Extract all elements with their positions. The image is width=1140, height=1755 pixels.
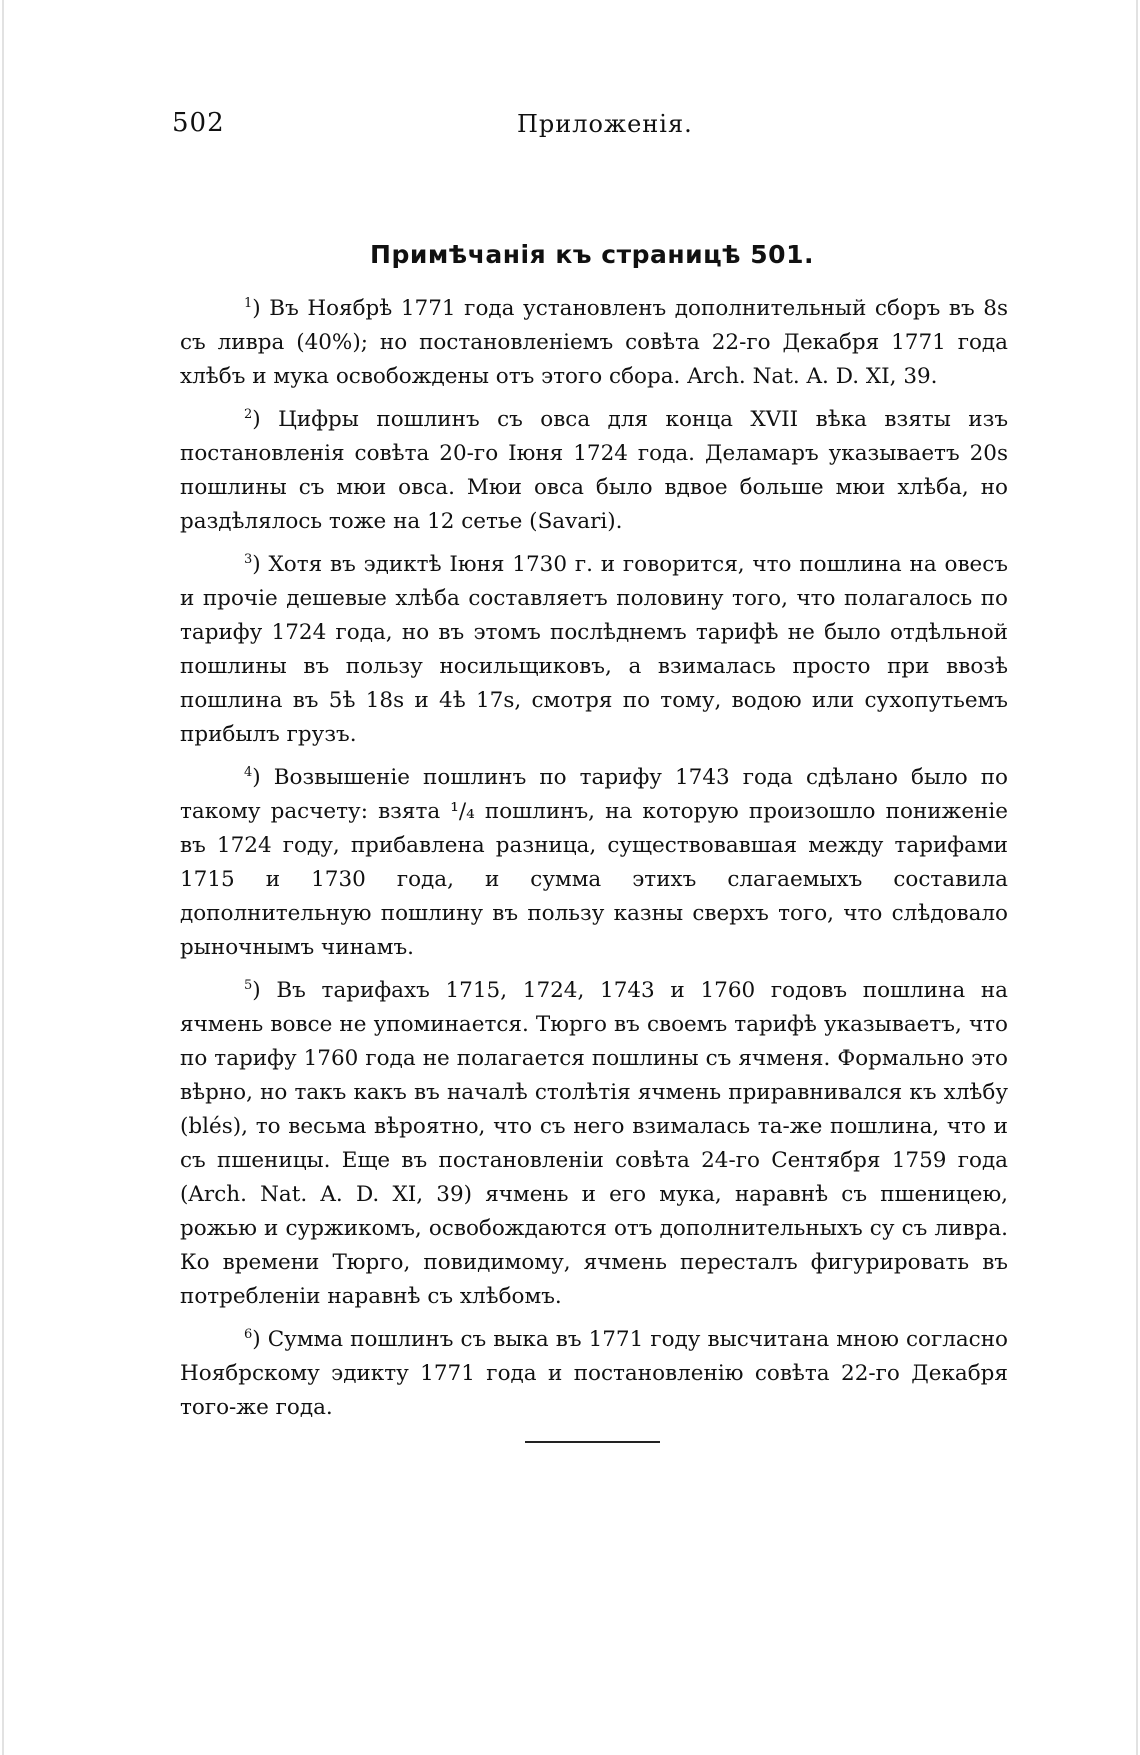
running-title: Приложенія. (517, 110, 693, 138)
footnote-text: ) Въ тарифахъ 1715, 1724, 1743 и 1760 годовъ пошлина на ячмень вовсе не упоминается. Тюрго въ своемъ тарифѣ указываетъ, что по тарифу 1760 года не полагается пошлины съ ячменя. Формально это вѣрно, но такъ какъ въ началѣ столѣтія ячмень приравнивался къ хлѣбу (blés), то весьма вѣроятно, что съ него взималась та-же пошлина, что и съ пшеницы. Еще въ постановленіи совѣта 24-го Сентября 1759 года (Arch. Nat. A. D. XI, 39) ячмень и его мука, наравнѣ съ пшеницею, рожью и суржикомъ, освобождаются отъ дополнительныхъ су съ ливра. Ко времени Тюрго, повидимому, ячмень пересталъ фигурировать въ потребленіи наравнѣ съ хлѣбомъ. (180, 978, 1008, 1309)
footnote-marker: 5 (244, 977, 253, 993)
footnote-marker: 3 (244, 551, 253, 567)
footnote-3 (180, 548, 1008, 752)
page-number: 502 (172, 108, 225, 138)
notes-title: Примѣчанія къ страницѣ 501. (370, 240, 814, 269)
footnote-5 (180, 974, 1008, 1314)
footnote-1 (180, 292, 1008, 394)
footnote-marker: 4 (244, 764, 253, 780)
footnote-text: ) Сумма пошлинъ съ выка въ 1771 году высчитана мною согласно Ноябрскому эдикту 1771 года и постановленію совѣта 22-го Декабря того-же года. (180, 1327, 1008, 1420)
footnote-4 (180, 761, 1008, 965)
footnote-marker: 2 (244, 406, 253, 422)
footnote-2 (180, 403, 1008, 539)
footnote-text: ) Цифры пошлинъ съ овса для конца XVII вѣка взяты изъ постановленія совѣта 20-го Іюня 1724 года. Деламаръ указываетъ 20s пошлины съ мюи овса. Мюи овса было вдвое больше мюи хлѣба, но раздѣлялось тоже на 12 сетье (Savari). (180, 407, 1008, 534)
closing-rule (525, 1441, 660, 1443)
footnote-6 (180, 1323, 1008, 1425)
footnote-text: ) Возвышеніе пошлинъ по тарифу 1743 года сдѣлано было по такому расчету: взята ¹/₄ пошлинъ, на которую произошло пониженіе въ 1724 году, прибавлена разница, существовавшая между тарифами 1715 и 1730 года, и сумма этихъ слагаемыхъ составила дополнительную пошлину въ пользу казны сверхъ того, что слѣдовало рыночнымъ чинамъ. (180, 765, 1008, 960)
running-head (172, 108, 1012, 148)
footnote-text: ) Въ Ноябрѣ 1771 года установленъ дополнительный сборъ въ 8s съ ливра (40%); но постановленіемъ совѣта 22-го Декабря 1771 года хлѣбъ и мука освобождены отъ этого сбора. Arch. Nat. A. D. XI, 39. (180, 296, 1008, 389)
notes-section (180, 292, 1008, 1434)
page-edge-right (1136, 0, 1138, 1755)
footnote-marker: 1 (244, 295, 253, 311)
page-edge-left (2, 0, 4, 1755)
footnote-text: ) Хотя въ эдиктѣ Іюня 1730 г. и говорится, что пошлина на овесъ и прочіе дешевые хлѣба составляетъ половину того, что полагалось по тарифу 1724 года, но въ этомъ послѣднемъ тарифѣ не было отдѣльной пошлины въ пользу носильщиковъ, а взималась просто при ввозѣ пошлина въ 5ѣ 18s и 4ѣ 17s, смотря по тому, водою или сухопутьемъ прибылъ грузъ. (180, 552, 1008, 747)
footnote-marker: 6 (244, 1326, 253, 1342)
